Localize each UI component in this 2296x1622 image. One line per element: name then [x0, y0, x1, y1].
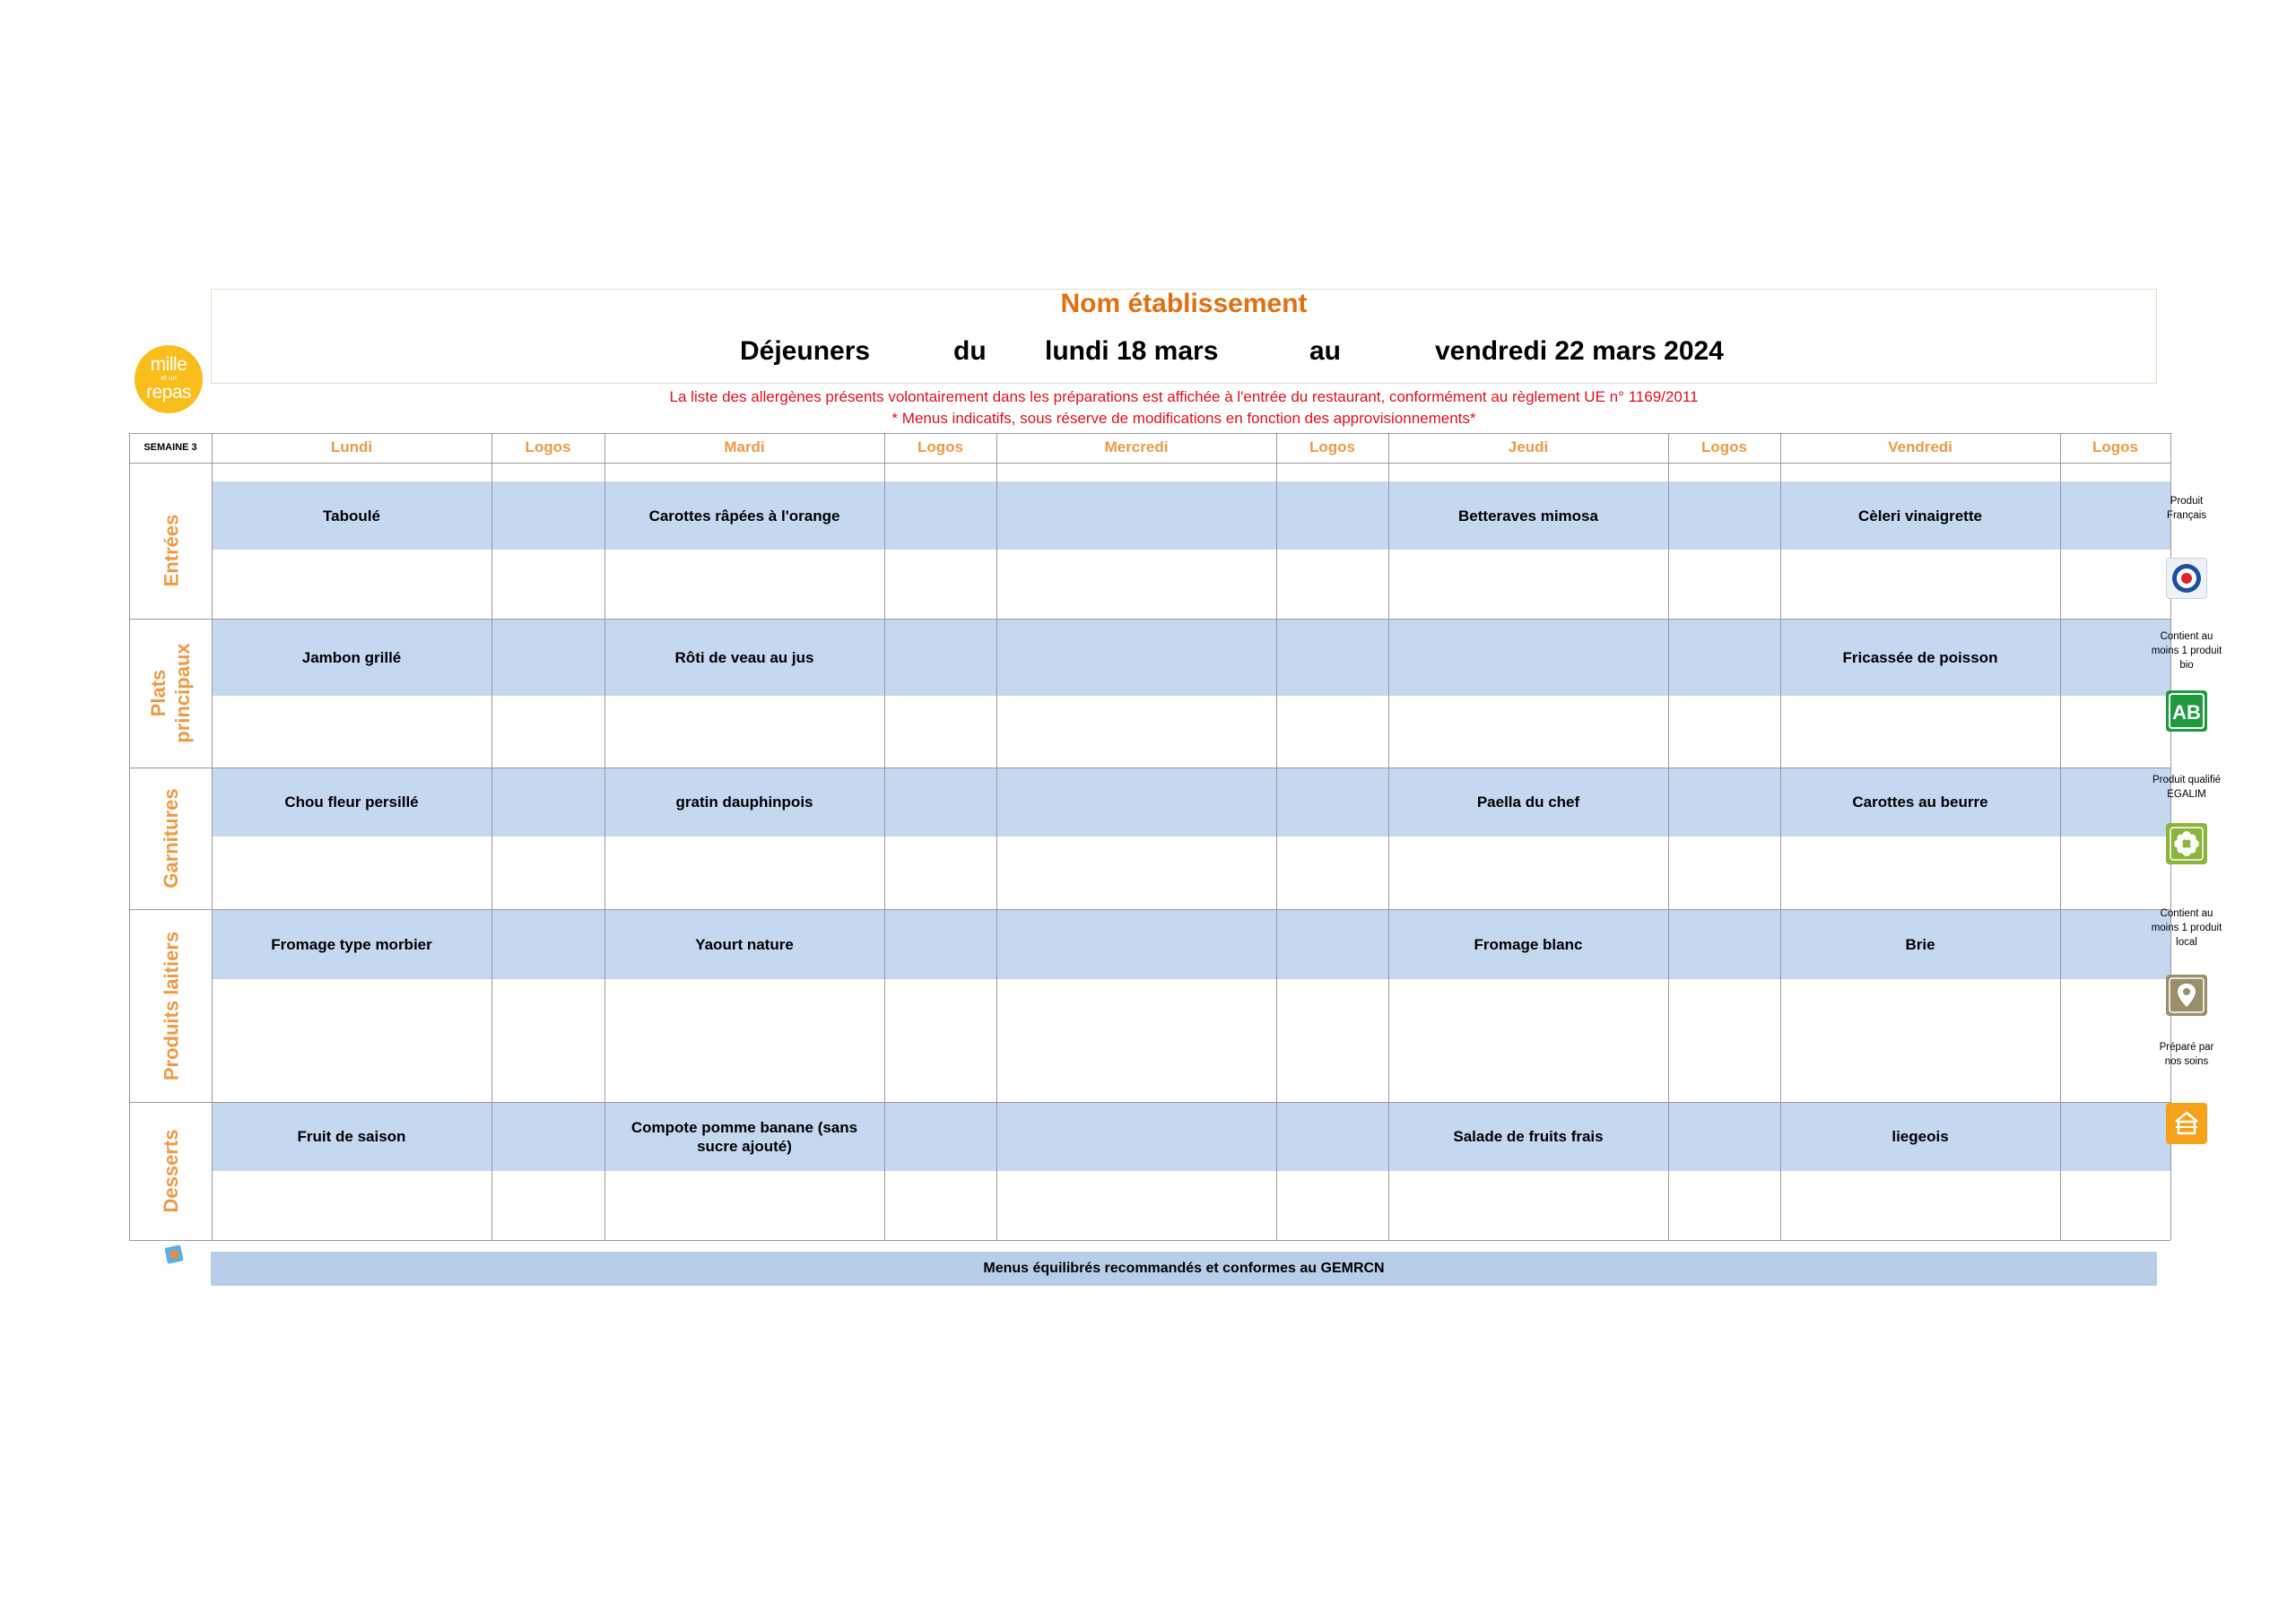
dish-cell-mercredi-1	[996, 619, 1276, 696]
logo-line-1: mille	[150, 354, 187, 375]
dish-cell-mardi-4: Compote pomme banane (sans sucre ajouté)	[631, 1118, 858, 1155]
start-date: lundi 18 mars	[1045, 336, 1219, 366]
week-label: SEMAINE 3	[144, 442, 197, 453]
column-header-mercredi-4: Mercredi	[1104, 438, 1169, 455]
dish-cell-lundi-3: Fromage type morbier	[271, 935, 432, 953]
dish-cell-vendredi-4: liegeois	[1892, 1128, 1949, 1145]
column-header-logos-7: Logos	[1701, 438, 1747, 455]
column-header-logos-5: Logos	[1309, 438, 1355, 455]
legend-text-egalim: Produit qualifié EGALIM	[2152, 775, 2222, 800]
legend-text-local: Contient au moins 1 produit local	[2151, 908, 2222, 948]
end-date: vendredi 22 mars 2024	[1435, 336, 1724, 366]
organic-ab-icon	[2166, 690, 2207, 732]
column-header-lundi-0: Lundi	[330, 438, 373, 455]
dish-cell-jeudi-1	[1388, 619, 1668, 696]
column-header-mardi-2: Mardi	[724, 438, 765, 455]
svg-text:AB: AB	[2172, 701, 2201, 724]
french-flag-roundel-icon	[2166, 558, 2207, 599]
dish-cell-vendredi-3: Brie	[1905, 935, 1935, 953]
category-label-0: Entrées	[159, 514, 182, 586]
dish-cell-mardi-2: gratin dauphinpois	[675, 794, 813, 811]
logo-line-3: repas	[145, 382, 192, 403]
dish-cell-mercredi-2	[996, 768, 1276, 837]
category-label-1: Plats principaux	[147, 643, 194, 743]
gemrcn-footer: Menus équilibrés recommandés et conformes au GEMRCN	[211, 1252, 2157, 1286]
dish-cell-lundi-1: Jambon grillé	[301, 648, 402, 666]
dish-cell-mardi-0: Carottes râpées à l'orange	[648, 507, 840, 525]
grid-line-row-4	[129, 1240, 2170, 1241]
establishment-name: Nom établissement	[1060, 289, 1308, 318]
column-header-jeudi-6: Jeudi	[1508, 438, 1549, 455]
grid-line-head-bottom	[129, 463, 2170, 464]
dish-cell-mercredi-3	[996, 909, 1276, 979]
egalim-flower-icon	[2166, 823, 2207, 864]
dish-cell-vendredi-1: Fricassée de poisson	[1842, 648, 1998, 666]
to-word: au	[1309, 336, 1342, 366]
dish-cell-jeudi-3: Fromage blanc	[1474, 935, 1583, 953]
legend-text-french: Produit Français	[2166, 496, 2207, 521]
dish-cell-mercredi-4	[996, 1102, 1276, 1171]
homemade-house-icon	[2166, 1103, 2207, 1144]
dish-cell-lundi-4: Fruit de saison	[297, 1128, 406, 1145]
legend-text-homemade: Préparé par nos soins	[2159, 1042, 2214, 1067]
dish-cell-jeudi-2: Paella du chef	[1476, 794, 1580, 811]
dish-cell-mercredi-0	[996, 481, 1276, 550]
grid-vline-0	[129, 433, 130, 1240]
dish-cell-vendredi-0: Cèleri vinaigrette	[1858, 507, 1982, 525]
dish-cell-lundi-2: Chou fleur persillé	[284, 794, 419, 811]
dish-cell-mardi-3: Yaourt nature	[695, 935, 794, 953]
mille-et-un-repas-logo	[135, 345, 203, 413]
legend-text-bio: Contient au moins 1 produit bio	[2151, 631, 2222, 671]
column-header-vendredi-8: Vendredi	[1888, 438, 1952, 455]
dish-cell-mardi-1: Rôti de veau au jus	[674, 648, 814, 666]
dish-cell-jeudi-4: Salade de fruits frais	[1453, 1128, 1604, 1145]
meal-label: Déjeuners	[740, 336, 871, 366]
category-label-3: Produits laitiers	[159, 931, 182, 1080]
gemrcn-icon	[164, 1244, 185, 1265]
logo-line-2: et un	[161, 374, 177, 382]
category-label-4: Desserts	[159, 1129, 182, 1213]
column-header-logos-3: Logos	[918, 438, 963, 455]
column-header-logos-9: Logos	[2092, 438, 2138, 455]
category-label-2: Garnitures	[159, 788, 182, 889]
dish-cell-jeudi-0: Betteraves mimosa	[1458, 507, 1598, 525]
from-word: du	[953, 336, 987, 366]
column-header-logos-1: Logos	[525, 438, 571, 455]
allergen-notice: La liste des allergènes présents volontairement dans les préparations est affichée à l'entrée du restaurant, conformément au règlement UE n° 1169/2011	[669, 388, 1699, 405]
indicative-menu-notice: * Menus indicatifs, sous réserve de modifications en fonction des approvisionnements*	[891, 410, 1476, 427]
dish-cell-lundi-0: Taboulé	[323, 507, 380, 525]
location-pin-icon	[2166, 975, 2207, 1016]
dish-cell-vendredi-2: Carottes au beurre	[1852, 794, 1988, 811]
